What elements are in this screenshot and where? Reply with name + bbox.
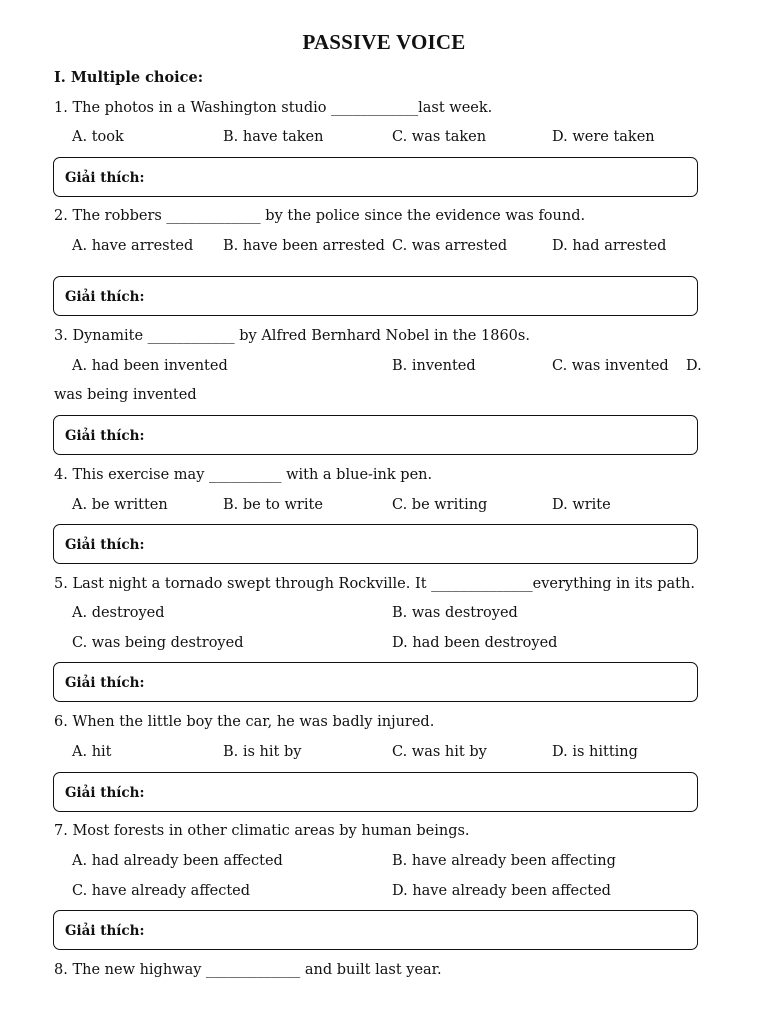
option-5d[interactable]: D. had been destroyed xyxy=(392,635,558,651)
option-3c[interactable]: C. was invented xyxy=(552,358,669,374)
explanation-label: Giải thích: xyxy=(65,428,145,444)
option-4c[interactable]: C. be writing xyxy=(392,497,488,513)
option-7d[interactable]: D. have already been affected xyxy=(392,883,611,899)
explanation-box-1[interactable] xyxy=(53,157,698,197)
question-3: 3. Dynamite ____________ by Alfred Bernhard Nobel in the 1860s. xyxy=(54,328,530,344)
explanation-label: Giải thích: xyxy=(65,289,145,305)
question-8: 8. The new highway _____________ and built last year. xyxy=(54,962,442,978)
option-6c[interactable]: C. was hit by xyxy=(392,744,487,760)
option-6d[interactable]: D. is hitting xyxy=(552,744,638,760)
option-4a[interactable]: A. be written xyxy=(72,497,168,513)
question-7: 7. Most forests in other climatic areas by human beings. xyxy=(54,823,470,839)
option-5c[interactable]: C. was being destroyed xyxy=(72,635,244,651)
explanation-box-6[interactable] xyxy=(53,772,698,812)
explanation-box-7[interactable] xyxy=(53,910,698,950)
explanation-box-2[interactable] xyxy=(53,276,698,316)
option-6b[interactable]: B. is hit by xyxy=(223,744,302,760)
option-3a[interactable]: A. had been invented xyxy=(72,358,228,374)
option-6a[interactable]: A. hit xyxy=(72,744,112,760)
option-1d[interactable]: D. were taken xyxy=(552,129,655,145)
option-5b[interactable]: B. was destroyed xyxy=(392,605,518,621)
explanation-label: Giải thích: xyxy=(65,785,145,801)
explanation-label: Giải thích: xyxy=(65,675,145,691)
question-1: 1. The photos in a Washington studio ____________last week. xyxy=(54,100,493,116)
explanation-box-4[interactable] xyxy=(53,524,698,564)
option-3b[interactable]: B. invented xyxy=(392,358,476,374)
section-heading: I. Multiple choice: xyxy=(54,69,204,86)
option-7c[interactable]: C. have already affected xyxy=(72,883,251,899)
option-2b[interactable]: B. have been arrested xyxy=(223,238,385,254)
explanation-box-3[interactable] xyxy=(53,415,698,455)
question-2: 2. The robbers _____________ by the police since the evidence was found. xyxy=(54,208,586,224)
question-6: 6. When the little boy the car, he was badly injured. xyxy=(54,714,435,730)
option-4d[interactable]: D. write xyxy=(552,497,611,513)
question-5: 5. Last night a tornado swept through Rockville. It ______________everything in its path. xyxy=(54,576,695,592)
option-3d[interactable]: D. xyxy=(686,358,702,374)
explanation-label: Giải thích: xyxy=(65,923,145,939)
option-2a[interactable]: A. have arrested xyxy=(72,238,194,254)
option-7a[interactable]: A. had already been affected xyxy=(72,853,283,869)
option-2c[interactable]: C. was arrested xyxy=(392,238,508,254)
option-2d[interactable]: D. had arrested xyxy=(552,238,667,254)
option-7b[interactable]: B. have already been affecting xyxy=(392,853,616,869)
option-1a[interactable]: A. took xyxy=(72,129,124,145)
option-1c[interactable]: C. was taken xyxy=(392,129,487,145)
question-4: 4. This exercise may __________ with a blue-ink pen. xyxy=(54,467,433,483)
option-4b[interactable]: B. be to write xyxy=(223,497,323,513)
explanation-label: Giải thích: xyxy=(65,537,145,553)
explanation-label: Giải thích: xyxy=(65,170,145,186)
option-3d-continued[interactable]: was being invented xyxy=(54,387,197,403)
option-1b[interactable]: B. have taken xyxy=(223,129,324,145)
explanation-box-5[interactable] xyxy=(53,662,698,702)
page-title: PASSIVE VOICE xyxy=(302,30,466,54)
option-5a[interactable]: A. destroyed xyxy=(72,605,165,621)
